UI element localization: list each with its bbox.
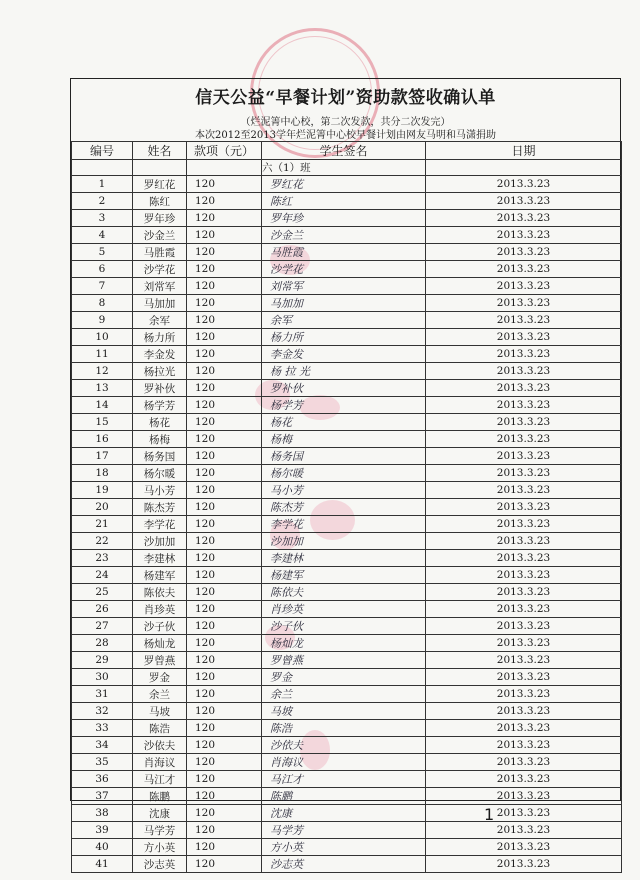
row-amount: 120 <box>187 686 262 703</box>
row-amount: 120 <box>187 448 262 465</box>
row-number: 41 <box>72 856 133 873</box>
table-row <box>72 686 622 703</box>
row-number: 40 <box>72 839 133 856</box>
row-date: 2013.3.23 <box>426 380 622 397</box>
row-signature: 肖海议 <box>262 754 426 771</box>
row-number: 19 <box>72 482 133 499</box>
row-amount: 120 <box>187 278 262 295</box>
row-date: 2013.3.23 <box>426 346 622 363</box>
row-date: 2013.3.23 <box>426 312 622 329</box>
row-name: 沙金兰 <box>133 227 187 244</box>
row-name: 马坡 <box>133 703 187 720</box>
row-date: 2013.3.23 <box>426 601 622 618</box>
row-name: 李金发 <box>133 346 187 363</box>
row-name: 杨学芳 <box>133 397 187 414</box>
row-amount: 120 <box>187 720 262 737</box>
row-name: 沙学花 <box>133 261 187 278</box>
table-row <box>72 397 622 414</box>
row-number: 27 <box>72 618 133 635</box>
table-row <box>72 176 622 193</box>
table-row <box>72 567 622 584</box>
row-signature: 沙依夫 <box>262 737 426 754</box>
row-date: 2013.3.23 <box>426 669 622 686</box>
row-number: 4 <box>72 227 133 244</box>
row-signature: 余军 <box>262 312 426 329</box>
table-row <box>72 737 622 754</box>
header-date: 日期 <box>426 142 622 160</box>
row-date: 2013.3.23 <box>426 754 622 771</box>
row-number: 21 <box>72 516 133 533</box>
row-signature: 罗金 <box>262 669 426 686</box>
row-amount: 120 <box>187 533 262 550</box>
row-name: 肖珍英 <box>133 601 187 618</box>
table-row <box>72 805 622 822</box>
row-signature: 马小芳 <box>262 482 426 499</box>
row-date: 2013.3.23 <box>426 839 622 856</box>
row-date: 2013.3.23 <box>426 788 622 805</box>
row-number: 7 <box>72 278 133 295</box>
row-signature: 马学芳 <box>262 822 426 839</box>
row-amount: 120 <box>187 431 262 448</box>
table-row <box>72 822 622 839</box>
receipt-sheet <box>70 78 621 871</box>
table-row <box>72 414 622 431</box>
row-number: 23 <box>72 550 133 567</box>
table-row <box>72 856 622 873</box>
row-date: 2013.3.23 <box>426 465 622 482</box>
row-number: 39 <box>72 822 133 839</box>
row-date: 2013.3.23 <box>426 244 622 261</box>
row-number: 37 <box>72 788 133 805</box>
row-date: 2013.3.23 <box>426 805 622 822</box>
row-date: 2013.3.23 <box>426 363 622 380</box>
row-number: 3 <box>72 210 133 227</box>
row-name: 杨尔暖 <box>133 465 187 482</box>
row-signature: 陈鹏 <box>262 788 426 805</box>
row-date: 2013.3.23 <box>426 397 622 414</box>
row-amount: 120 <box>187 227 262 244</box>
row-date: 2013.3.23 <box>426 635 622 652</box>
row-name: 余兰 <box>133 686 187 703</box>
row-amount: 120 <box>187 601 262 618</box>
row-signature: 马胜霞 <box>262 244 426 261</box>
row-number: 31 <box>72 686 133 703</box>
row-name: 方小英 <box>133 839 187 856</box>
row-signature: 陈浩 <box>262 720 426 737</box>
row-amount: 120 <box>187 176 262 193</box>
row-signature: 杨梅 <box>262 431 426 448</box>
table-row <box>72 448 622 465</box>
row-date: 2013.3.23 <box>426 261 622 278</box>
table-row <box>72 227 622 244</box>
class-label: 六（1）班 <box>262 160 426 176</box>
table-header-row <box>72 142 622 160</box>
row-signature: 沙志英 <box>262 856 426 873</box>
table-row <box>72 465 622 482</box>
row-date: 2013.3.23 <box>426 448 622 465</box>
row-amount: 120 <box>187 703 262 720</box>
row-name: 杨灿龙 <box>133 635 187 652</box>
row-number: 35 <box>72 754 133 771</box>
table-row <box>72 652 622 669</box>
row-number: 6 <box>72 261 133 278</box>
row-signature: 马江才 <box>262 771 426 788</box>
table-row <box>72 669 622 686</box>
header-name: 姓名 <box>133 142 187 160</box>
table-row <box>72 244 622 261</box>
row-amount: 120 <box>187 244 262 261</box>
row-date: 2013.3.23 <box>426 193 622 210</box>
table-row <box>72 618 622 635</box>
row-amount: 120 <box>187 193 262 210</box>
table-row <box>72 278 622 295</box>
table-row <box>72 380 622 397</box>
row-name: 李建林 <box>133 550 187 567</box>
page-end-mark: 1 <box>484 805 495 824</box>
row-amount: 120 <box>187 295 262 312</box>
row-name: 马学芳 <box>133 822 187 839</box>
row-signature: 罗红花 <box>262 176 426 193</box>
header-no: 编号 <box>72 142 133 160</box>
row-name: 罗曾燕 <box>133 652 187 669</box>
table-row <box>72 754 622 771</box>
row-name: 刘常军 <box>133 278 187 295</box>
row-number: 9 <box>72 312 133 329</box>
row-number: 26 <box>72 601 133 618</box>
document-subtitle-1: （烂泥箐中心校，第二次发款，共分二次发完） <box>240 117 451 128</box>
row-name: 马小芳 <box>133 482 187 499</box>
table-row <box>72 516 622 533</box>
row-signature: 沙金兰 <box>262 227 426 244</box>
row-signature: 杨尔暖 <box>262 465 426 482</box>
class-row <box>72 160 622 176</box>
receipt-table <box>71 141 622 873</box>
row-name: 沙子伙 <box>133 618 187 635</box>
row-amount: 120 <box>187 414 262 431</box>
table-row <box>72 312 622 329</box>
row-date: 2013.3.23 <box>426 176 622 193</box>
row-signature: 陈依夫 <box>262 584 426 601</box>
row-amount: 120 <box>187 329 262 346</box>
row-signature: 刘常军 <box>262 278 426 295</box>
row-number: 24 <box>72 567 133 584</box>
row-date: 2013.3.23 <box>426 414 622 431</box>
table-row <box>72 533 622 550</box>
table-row <box>72 193 622 210</box>
row-signature: 沙加加 <box>262 533 426 550</box>
row-number: 28 <box>72 635 133 652</box>
row-name: 余军 <box>133 312 187 329</box>
row-signature: 杨学芳 <box>262 397 426 414</box>
header-amount: 款项（元） <box>187 142 262 160</box>
table-row <box>72 210 622 227</box>
row-date: 2013.3.23 <box>426 567 622 584</box>
table-row <box>72 635 622 652</box>
row-amount: 120 <box>187 346 262 363</box>
table-row <box>72 839 622 856</box>
row-number: 25 <box>72 584 133 601</box>
row-date: 2013.3.23 <box>426 686 622 703</box>
row-number: 1 <box>72 176 133 193</box>
row-amount: 120 <box>187 261 262 278</box>
row-signature: 罗补伙 <box>262 380 426 397</box>
table-row <box>72 295 622 312</box>
row-amount: 120 <box>187 618 262 635</box>
row-amount: 120 <box>187 584 262 601</box>
row-name: 杨务国 <box>133 448 187 465</box>
table-row <box>72 261 622 278</box>
row-amount: 120 <box>187 516 262 533</box>
row-signature: 肖珍英 <box>262 601 426 618</box>
row-name: 杨力所 <box>133 329 187 346</box>
row-signature: 杨花 <box>262 414 426 431</box>
row-signature: 陈杰芳 <box>262 499 426 516</box>
row-signature: 李金发 <box>262 346 426 363</box>
table-row <box>72 329 622 346</box>
row-date: 2013.3.23 <box>426 720 622 737</box>
row-amount: 120 <box>187 465 262 482</box>
row-number: 36 <box>72 771 133 788</box>
header-signature: 学生签名 <box>262 142 426 160</box>
row-name: 陈杰芳 <box>133 499 187 516</box>
row-amount: 120 <box>187 567 262 584</box>
row-amount: 120 <box>187 499 262 516</box>
row-signature: 罗曾燕 <box>262 652 426 669</box>
row-signature: 马坡 <box>262 703 426 720</box>
table-row <box>72 482 622 499</box>
row-signature: 方小英 <box>262 839 426 856</box>
row-name: 罗年珍 <box>133 210 187 227</box>
row-amount: 120 <box>187 805 262 822</box>
row-date: 2013.3.23 <box>426 516 622 533</box>
row-signature: 杨建军 <box>262 567 426 584</box>
row-date: 2013.3.23 <box>426 584 622 601</box>
row-date: 2013.3.23 <box>426 771 622 788</box>
row-signature: 杨灿龙 <box>262 635 426 652</box>
row-number: 33 <box>72 720 133 737</box>
row-amount: 120 <box>187 771 262 788</box>
row-date: 2013.3.23 <box>426 822 622 839</box>
row-name: 肖海议 <box>133 754 187 771</box>
row-name: 李学花 <box>133 516 187 533</box>
row-name: 杨拉光 <box>133 363 187 380</box>
row-amount: 120 <box>187 550 262 567</box>
row-amount: 120 <box>187 754 262 771</box>
row-name: 马胜霞 <box>133 244 187 261</box>
row-amount: 120 <box>187 839 262 856</box>
row-number: 30 <box>72 669 133 686</box>
row-date: 2013.3.23 <box>426 533 622 550</box>
row-signature: 陈红 <box>262 193 426 210</box>
row-number: 15 <box>72 414 133 431</box>
row-signature: 沙子伙 <box>262 618 426 635</box>
row-name: 沙依夫 <box>133 737 187 754</box>
row-date: 2013.3.23 <box>426 737 622 754</box>
row-signature: 杨力所 <box>262 329 426 346</box>
row-number: 22 <box>72 533 133 550</box>
row-name: 杨梅 <box>133 431 187 448</box>
row-signature: 马加加 <box>262 295 426 312</box>
row-number: 32 <box>72 703 133 720</box>
row-number: 5 <box>72 244 133 261</box>
table-row <box>72 499 622 516</box>
row-amount: 120 <box>187 397 262 414</box>
row-signature: 杨 拉 光 <box>262 363 426 380</box>
row-number: 12 <box>72 363 133 380</box>
row-signature: 罗年珍 <box>262 210 426 227</box>
table-row <box>72 771 622 788</box>
row-date: 2013.3.23 <box>426 856 622 873</box>
row-date: 2013.3.23 <box>426 210 622 227</box>
table-row <box>72 720 622 737</box>
table-row <box>72 550 622 567</box>
row-date: 2013.3.23 <box>426 499 622 516</box>
row-date: 2013.3.23 <box>426 431 622 448</box>
row-name: 陈鹏 <box>133 788 187 805</box>
row-date: 2013.3.23 <box>426 550 622 567</box>
row-date: 2013.3.23 <box>426 329 622 346</box>
row-number: 17 <box>72 448 133 465</box>
row-amount: 120 <box>187 363 262 380</box>
table-row <box>72 584 622 601</box>
row-date: 2013.3.23 <box>426 227 622 244</box>
row-amount: 120 <box>187 380 262 397</box>
row-number: 11 <box>72 346 133 363</box>
row-amount: 120 <box>187 482 262 499</box>
table-body <box>72 160 622 873</box>
row-amount: 120 <box>187 635 262 652</box>
row-name: 罗红花 <box>133 176 187 193</box>
row-date: 2013.3.23 <box>426 703 622 720</box>
row-date: 2013.3.23 <box>426 618 622 635</box>
row-amount: 120 <box>187 822 262 839</box>
row-signature: 李建林 <box>262 550 426 567</box>
row-date: 2013.3.23 <box>426 482 622 499</box>
table-row <box>72 363 622 380</box>
row-name: 马江才 <box>133 771 187 788</box>
row-signature: 李学花 <box>262 516 426 533</box>
row-number: 2 <box>72 193 133 210</box>
row-amount: 120 <box>187 210 262 227</box>
row-number: 38 <box>72 805 133 822</box>
table-row <box>72 601 622 618</box>
row-number: 20 <box>72 499 133 516</box>
row-name: 沙加加 <box>133 533 187 550</box>
row-name: 杨建军 <box>133 567 187 584</box>
row-number: 18 <box>72 465 133 482</box>
row-name: 马加加 <box>133 295 187 312</box>
row-number: 34 <box>72 737 133 754</box>
row-signature: 杨务国 <box>262 448 426 465</box>
row-name: 杨花 <box>133 414 187 431</box>
row-number: 29 <box>72 652 133 669</box>
document-title: 信天公益“早餐计划”资助款签收确认单 <box>195 88 496 108</box>
row-number: 16 <box>72 431 133 448</box>
row-signature: 余兰 <box>262 686 426 703</box>
table-row <box>72 703 622 720</box>
row-name: 沈康 <box>133 805 187 822</box>
row-date: 2013.3.23 <box>426 278 622 295</box>
row-amount: 120 <box>187 737 262 754</box>
row-signature: 沈康 <box>262 805 426 822</box>
table-row <box>72 788 622 805</box>
row-name: 陈浩 <box>133 720 187 737</box>
row-number: 14 <box>72 397 133 414</box>
row-name: 沙志英 <box>133 856 187 873</box>
row-amount: 120 <box>187 669 262 686</box>
row-name: 陈红 <box>133 193 187 210</box>
row-amount: 120 <box>187 856 262 873</box>
document-subtitle-2: 本次2012至2013学年烂泥箐中心校早餐计划由网友马明和马潇捐助 <box>195 130 496 141</box>
row-date: 2013.3.23 <box>426 652 622 669</box>
row-name: 陈依夫 <box>133 584 187 601</box>
row-amount: 120 <box>187 312 262 329</box>
table-row <box>72 431 622 448</box>
row-number: 10 <box>72 329 133 346</box>
row-name: 罗补伙 <box>133 380 187 397</box>
row-number: 13 <box>72 380 133 397</box>
row-date: 2013.3.23 <box>426 295 622 312</box>
row-name: 罗金 <box>133 669 187 686</box>
row-amount: 120 <box>187 788 262 805</box>
row-amount: 120 <box>187 652 262 669</box>
table-row <box>72 346 622 363</box>
row-number: 8 <box>72 295 133 312</box>
row-signature: 沙学花 <box>262 261 426 278</box>
